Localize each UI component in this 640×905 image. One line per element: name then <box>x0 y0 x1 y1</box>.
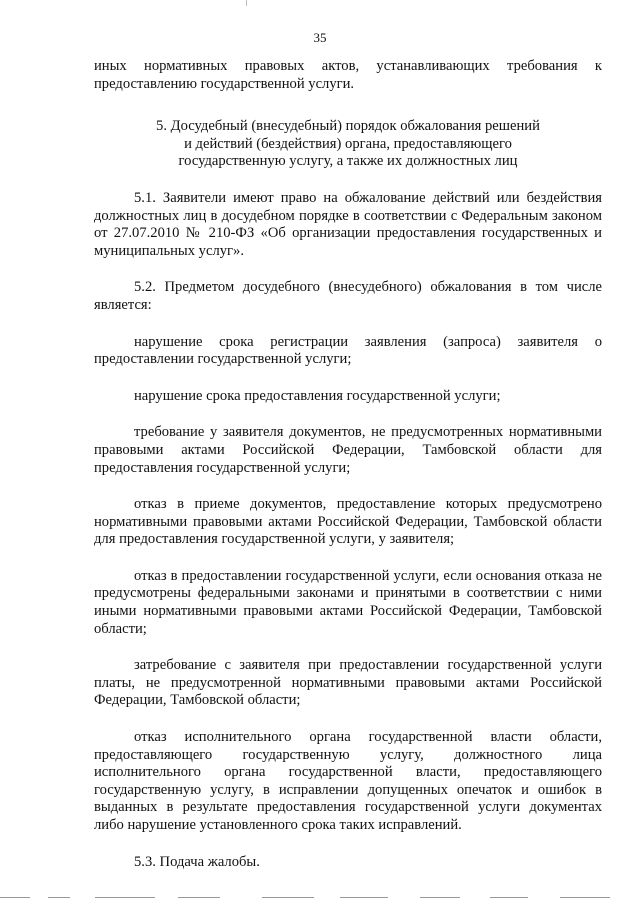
list-item-7: отказ исполнительного органа государственной власти области, предоставляющего государственную услугу, должностного лица исполнительного органа государственной власти, предоставляющего государственную услугу, в исправлении допущенных опечаток и ошибок в выданных в результате предоставления государственной услуги документах либо нарушение установленного срока таких исправлений. <box>94 729 602 833</box>
footer-rule-5 <box>262 897 314 898</box>
list-item-6: затребование с заявителя при предоставлении государственной услуги платы, не предусмотренной нормативными правовыми актами Российской Федерации, Тамбовской области; <box>94 657 602 709</box>
footer-rule-9 <box>560 897 610 898</box>
list-item-4: отказ в приеме документов, предоставление которых предусмотрено нормативными правовыми актами Российской Федерации, Тамбовской области для предоставления государственной услуги, у заявителя; <box>94 496 602 548</box>
page-number: 35 <box>313 30 327 45</box>
list-item-2: нарушение срока предоставления государственной услуги; <box>134 387 501 404</box>
paragraph-5-1: 5.1. Заявители имеют право на обжалование действий или бездействия должностных лиц в досудебном порядке в соответствии с Федеральным законом от 27.07.2010 № 210-ФЗ «Об организации предоставления государственных и муниципальных услуг». <box>94 189 602 259</box>
footer-rule-1 <box>0 897 30 898</box>
footer-rule-3 <box>95 897 155 898</box>
document-body <box>94 58 602 871</box>
section-heading-line-1: 5. Досудебный (внесудебный) порядок обжалования решений <box>156 118 540 135</box>
footer-rule-8 <box>490 897 528 898</box>
footer-rule-6 <box>340 897 388 898</box>
list-item-1: нарушение срока регистрации заявления (запроса) заявителя о предоставлении государственной услуги; <box>94 333 602 368</box>
list-item-5: отказ в предоставлении государственной услуги, если основания отказа не предусмотрены федеральными законами и принятыми в соответствии с ними иными нормативными правовыми актами Российской Федерации, Тамбовской области; <box>94 567 602 637</box>
section-heading-line-2: и действий (бездействия) органа, предоставляющего <box>184 135 512 152</box>
scan-mark <box>246 0 247 6</box>
section-heading-line-3: государственную услугу, а также их должностных лиц <box>178 153 518 170</box>
list-item-3: требование у заявителя документов, не предусмотренных нормативными правовыми актами Российской Федерации, Тамбовской области для предоставления государственной услуги; <box>94 424 602 476</box>
paragraph-5-3: 5.3. Подача жалобы. <box>134 853 260 870</box>
paragraph-continuation: иных нормативных правовых актов, устанавливающих требования к предоставлению государственной услуги. <box>94 58 602 92</box>
paragraph-5-2: 5.2. Предметом досудебного (внесудебного) обжалования в том числе является: <box>94 279 602 313</box>
footer-rule-7 <box>420 897 460 898</box>
footer-rule-2 <box>48 897 70 898</box>
footer-rule-4 <box>178 897 220 898</box>
